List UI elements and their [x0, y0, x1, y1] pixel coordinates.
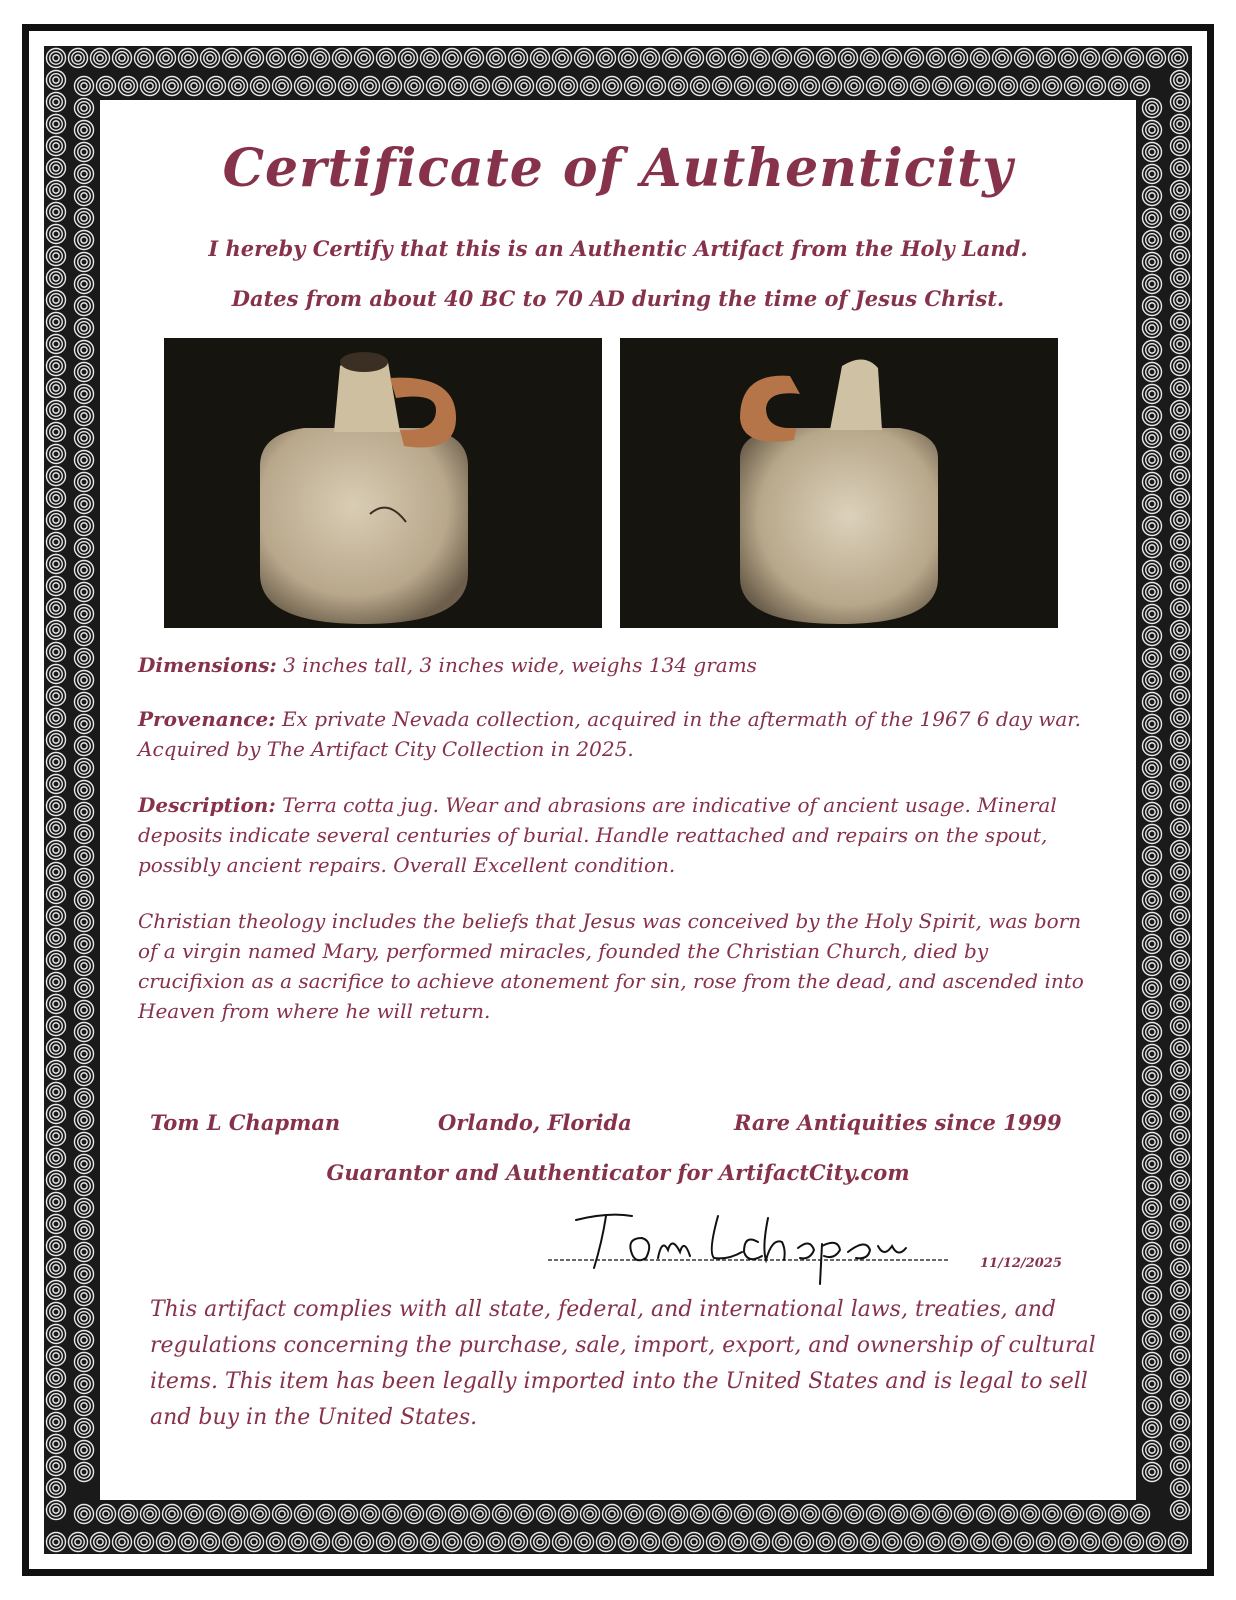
- dimensions-value: 3 inches tall, 3 inches wide, weighs 134 grams: [283, 653, 757, 677]
- description-value: Terra cotta jug. Wear and abrasions are indicative of ancient usage. Mineral deposits indicate several centuries of burial. Handle reattached and repairs on the spout, possibly ancient repairs. Overall Excellent condition.: [138, 793, 1057, 877]
- jug-front-icon: [164, 338, 602, 628]
- description-label: Description:: [138, 793, 276, 817]
- provenance-paragraph: [138, 704, 1088, 764]
- guarantor-line: Guarantor and Authenticator for ArtifactCity.com: [326, 1160, 910, 1185]
- signatory-tagline: Rare Antiquities since 1999: [734, 1110, 1062, 1135]
- theology-paragraph: Christian theology includes the beliefs that Jesus was conceived by the Holy Spirit, was born of a virgin named Mary, performed miracles, founded the Christian Church, died by crucifixion as a sacrifice to achieve atonement for sin, rose from the dead, and ascended into Heaven from where he will return.: [138, 909, 1084, 1023]
- signature: [548, 1198, 958, 1288]
- certify-statement: I hereby Certify that this is an Authentic Artifact from the Holy Land.: [208, 236, 1028, 261]
- signatory-name: Tom L Chapman: [150, 1110, 341, 1135]
- dimensions-label: Dimensions:: [138, 653, 277, 677]
- handwritten-signature-icon: [548, 1198, 958, 1288]
- jug-back-icon: [620, 338, 1058, 628]
- provenance-value: Ex private Nevada collection, acquired in the aftermath of the 1967 6 day war. Acquired by The Artifact City Collection in 2025.: [138, 707, 1082, 761]
- provenance-label: Provenance:: [138, 707, 276, 731]
- certificate-title: Certificate of Authenticity: [222, 138, 1014, 199]
- artifact-photo-back: [620, 338, 1058, 628]
- signature-date: 11/12/2025: [980, 1256, 1062, 1271]
- compliance-paragraph: This artifact complies with all state, federal, and international laws, treaties, and regulations concerning the purchase, sale, import, export, and ownership of cultural items. This item has been legally imported into the United States and is legal to sell and buy in the United States.: [150, 1297, 1096, 1430]
- artifact-photo-front: [164, 338, 602, 628]
- signatory-location: Orlando, Florida: [438, 1110, 632, 1135]
- dimensions-paragraph: [138, 650, 1088, 680]
- description-paragraph: [138, 790, 1088, 880]
- date-range-statement: Dates from about 40 BC to 70 AD during the time of Jesus Christ.: [231, 286, 1005, 311]
